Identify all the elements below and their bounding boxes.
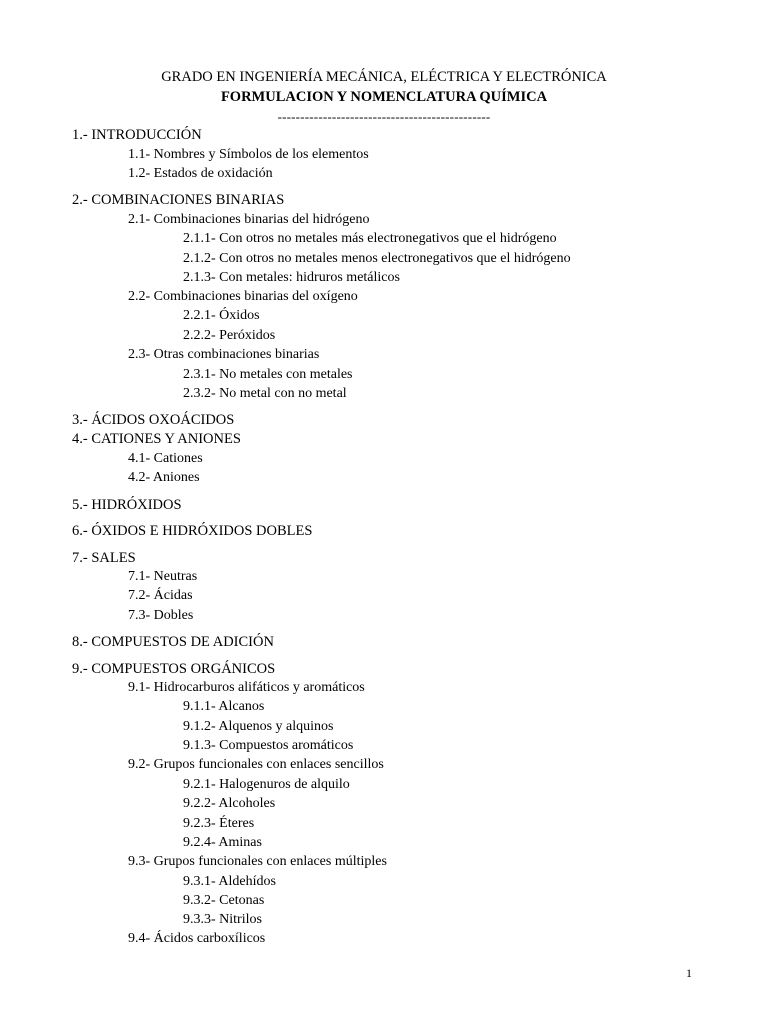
toc-entry: 9.1.2- Alquenos y alquinos [183,719,334,734]
toc-entry: 9.1- Hidrocarburos alifáticos y aromáticos [128,680,365,695]
page-number: 1 [686,966,692,980]
toc-entry: 9.2.1- Halogenuros de alquilo [183,777,350,792]
toc-entry: 7.2- Ácidas [128,588,193,603]
toc-entry: 2.1- Combinaciones binarias del hidrógeno [128,212,370,227]
toc-entry: 4.2- Aniones [128,470,200,485]
toc-entry: 9.2.3- Éteres [183,816,255,831]
toc-entry: 2.2- Combinaciones binarias del oxígeno [128,289,358,304]
degree-title: GRADO EN INGENIERÍA MECÁNICA, ELÉCTRICA Y ELECTRÓNICA [161,69,607,85]
toc-entry: 2.1.3- Con metales: hidruros metálicos [183,270,400,285]
toc-entry: 2.3.1- No metales con metales [183,367,353,382]
toc-entry: 9.3- Grupos funcionales con enlaces múltiples [128,854,387,869]
title-separator: ----------------------------------------------- [277,109,491,124]
toc-entry: 9.- COMPUESTOS ORGÁNICOS [72,661,276,677]
toc-entry: 2.2.2- Peróxidos [183,328,276,343]
document-title: FORMULACION Y NOMENCLATURA QUÍMICA [220,89,548,105]
toc-entry: 7.1- Neutras [128,569,198,584]
toc-entry: 9.1.1- Alcanos [183,699,265,714]
toc-entry: 4.- CATIONES Y ANIONES [72,431,241,447]
toc-entry: 2.2.1- Óxidos [183,308,260,323]
toc-entry: 1.1- Nombres y Símbolos de los elementos [128,147,369,162]
toc-entry: 8.- COMPUESTOS DE ADICIÓN [72,634,274,650]
toc-entry: 2.3- Otras combinaciones binarias [128,347,320,362]
toc-entry: 4.1- Cationes [128,451,203,466]
toc-entry: 3.- ÁCIDOS OXOÁCIDOS [72,412,235,428]
toc-entry: 9.1.3- Compuestos aromáticos [183,738,354,753]
toc-entry: 1.2- Estados de oxidación [128,166,273,181]
toc-entry: 9.3.2- Cetonas [183,893,265,908]
toc-entry: 9.2.4- Aminas [183,835,262,850]
toc-entry: 9.4- Ácidos carboxílicos [128,931,266,946]
toc-entry: 7.3- Dobles [128,608,194,623]
toc-entry: 9.3.3- Nitrilos [183,912,262,927]
toc-entry: 9.2.2- Alcoholes [183,796,276,811]
toc-entry: 2.3.2- No metal con no metal [183,386,347,401]
toc-entry: 1.- INTRODUCCIÓN [72,127,202,143]
toc-entry: 6.- ÓXIDOS E HIDRÓXIDOS DOBLES [72,523,313,539]
toc-entry: 2.1.2- Con otros no metales menos electronegativos que el hidrógeno [183,251,571,266]
toc-entry: 5.- HIDRÓXIDOS [72,497,182,513]
toc-entry: 2.- COMBINACIONES BINARIAS [72,192,285,208]
toc-entry: 9.2- Grupos funcionales con enlaces sencillos [128,757,384,772]
toc-entry: 9.3.1- Aldehídos [183,874,276,889]
toc-entry: 2.1.1- Con otros no metales más electronegativos que el hidrógeno [183,231,557,246]
toc-entry: 7.- SALES [72,550,136,566]
